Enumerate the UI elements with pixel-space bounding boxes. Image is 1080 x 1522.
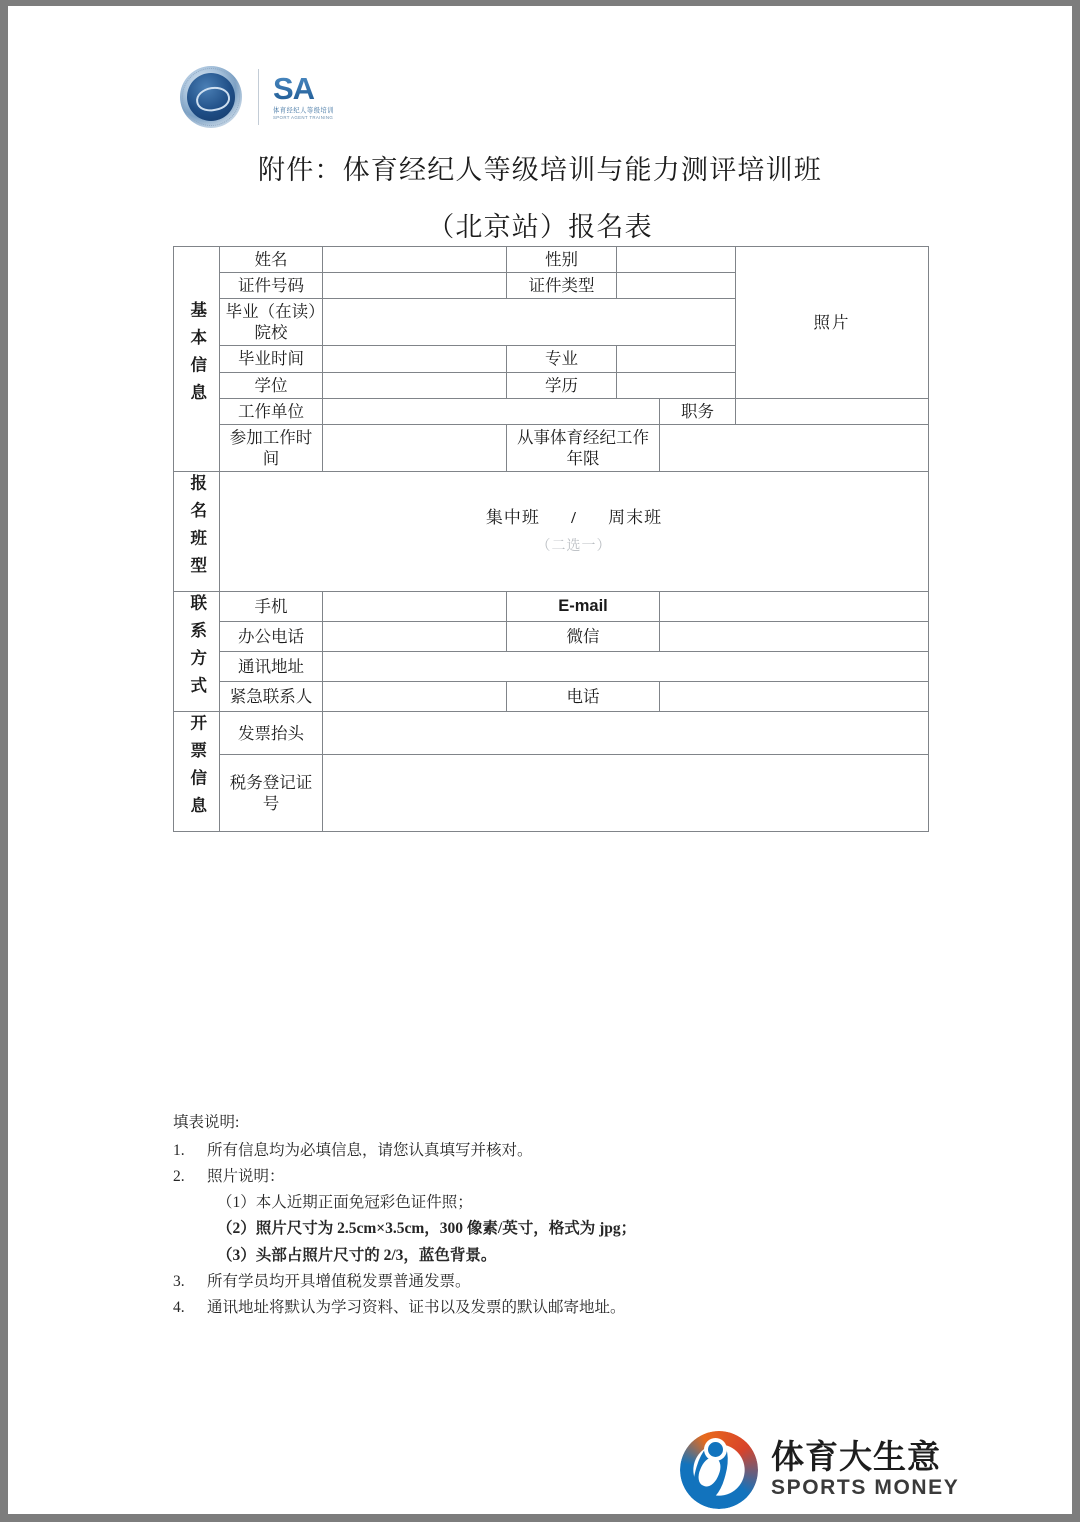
label-grad-time: 毕业时间 — [220, 346, 323, 372]
instruction-number: 3. — [173, 1272, 185, 1290]
label-education: 学历 — [507, 372, 617, 398]
field-school[interactable] — [323, 299, 736, 346]
field-education[interactable] — [617, 372, 736, 398]
sa-logo-subtitle-en: SPORT AGENT TRAINING — [273, 114, 334, 120]
label-name: 姓名 — [220, 247, 323, 273]
label-degree: 学位 — [220, 372, 323, 398]
label-office-phone: 办公电话 — [220, 622, 323, 652]
instruction-number: 1. — [173, 1142, 185, 1160]
field-employer[interactable] — [323, 398, 660, 424]
table-row — [174, 622, 929, 652]
footer-logo-en: SPORTS MONEY — [771, 1476, 960, 1500]
field-invoice-title[interactable] — [323, 712, 929, 755]
label-invoice-title: 发票抬头 — [220, 712, 323, 755]
label-tax-number: 税务登记证号 — [220, 754, 323, 831]
field-agent-years[interactable] — [660, 424, 929, 471]
class-option-weekend[interactable]: 周末班 — [608, 508, 663, 528]
seal-ring — [182, 68, 240, 126]
label-work-start: 参加工作时间 — [220, 424, 323, 471]
list-item — [173, 1164, 953, 1189]
label-gender: 性别 — [507, 247, 617, 273]
page-subtitle: （北京站）报名表 — [427, 212, 653, 242]
instruction-text: 照片说明： — [207, 1168, 285, 1186]
sports-money-swoosh-icon — [680, 1431, 758, 1509]
field-mobile[interactable] — [323, 592, 507, 622]
field-work-start[interactable] — [323, 424, 507, 471]
sa-logo-subtitle-cn: 体育经纪人等级培训 — [273, 107, 335, 116]
footer-logo — [680, 1424, 980, 1516]
label-emergency-contact: 紧急联系人 — [220, 682, 323, 712]
label-agent-years: 从事体育经纪工作年限 — [507, 424, 660, 471]
list-item — [173, 1295, 953, 1320]
label-school: 毕业（在读）院校 — [220, 299, 323, 346]
header-logo-group — [180, 64, 365, 130]
table-row — [174, 424, 929, 471]
form-instructions — [173, 1110, 953, 1321]
table-row — [174, 712, 929, 755]
table-row — [174, 398, 929, 424]
class-option-intensive[interactable]: 集中班 — [485, 508, 540, 528]
sa-logo-mark: SA — [273, 73, 365, 104]
page-title: 附件：体育经纪人等级培训与能力测评培训班 — [258, 155, 822, 185]
photo-placeholder[interactable]: 照片 — [736, 247, 929, 399]
instruction-text: 所有信息均为必填信息，请您认真填写并核对。 — [207, 1142, 533, 1160]
field-degree[interactable] — [323, 372, 507, 398]
footer-logo-text — [771, 1440, 959, 1500]
field-emergency-phone[interactable] — [660, 682, 929, 712]
list-item: （1）本人近期正面免冠彩色证件照； — [217, 1194, 473, 1212]
table-row — [174, 471, 929, 591]
instructions-heading: 填表说明: — [173, 1114, 240, 1131]
label-id-number: 证件号码 — [220, 273, 323, 299]
form-table — [173, 246, 929, 832]
label-major: 专业 — [507, 346, 617, 372]
label-id-type: 证件类型 — [507, 273, 617, 299]
instruction-number: 2. — [173, 1168, 185, 1186]
field-office-phone[interactable] — [323, 622, 507, 652]
footer-logo-cn: 体育大生意 — [771, 1438, 941, 1476]
class-type-options — [486, 508, 662, 527]
instruction-text: 所有学员均开具增值税发票普通发票。 — [207, 1272, 471, 1290]
label-wechat: 微信 — [507, 622, 660, 652]
table-row — [174, 592, 929, 622]
field-wechat[interactable] — [660, 622, 929, 652]
field-email[interactable] — [660, 592, 929, 622]
instruction-number: 4. — [173, 1298, 185, 1316]
section-label-class-type: 报名班型 — [174, 471, 220, 591]
field-grad-time[interactable] — [323, 346, 507, 372]
registration-form — [173, 246, 928, 832]
table-row — [174, 247, 929, 273]
list-item — [173, 1138, 953, 1163]
field-address[interactable] — [323, 652, 929, 682]
organization-seal-icon — [180, 66, 242, 128]
label-mobile: 手机 — [220, 592, 323, 622]
logo-divider — [258, 69, 259, 125]
document-page — [8, 6, 1072, 1514]
field-id-number[interactable] — [323, 273, 507, 299]
sa-logo — [273, 73, 365, 120]
label-emergency-phone: 电话 — [507, 682, 660, 712]
table-row — [174, 754, 929, 831]
label-email: E-mail — [507, 592, 660, 622]
field-major[interactable] — [617, 346, 736, 372]
list-item — [173, 1269, 953, 1294]
section-label-invoice: 开票信息 — [174, 712, 220, 832]
swoosh-head-dot — [708, 1442, 723, 1457]
class-type-choice-cell[interactable] — [220, 471, 929, 591]
field-emergency-contact[interactable] — [323, 682, 507, 712]
label-employer: 工作单位 — [220, 398, 323, 424]
section-label-contact: 联系方式 — [174, 592, 220, 712]
class-type-note: （二选一） — [536, 538, 612, 554]
field-name[interactable] — [323, 247, 507, 273]
instruction-text: 通讯地址将默认为学习资料、证书以及发票的默认邮寄地址。 — [207, 1298, 626, 1316]
table-row — [174, 682, 929, 712]
section-label-basic: 基本信息 — [174, 247, 220, 472]
field-id-type[interactable] — [617, 273, 736, 299]
class-option-separator: / — [571, 508, 577, 528]
field-position[interactable] — [736, 398, 929, 424]
list-item: （2）照片尺寸为 2.5cm×3.5cm，300 像素/英寸，格式为 jpg； — [217, 1220, 637, 1238]
label-position: 职务 — [660, 398, 736, 424]
label-address: 通讯地址 — [220, 652, 323, 682]
list-item: （3）头部占照片尺寸的 2/3，蓝色背景。 — [217, 1246, 497, 1264]
field-tax-number[interactable] — [323, 754, 929, 831]
field-gender[interactable] — [617, 247, 736, 273]
table-row — [174, 652, 929, 682]
